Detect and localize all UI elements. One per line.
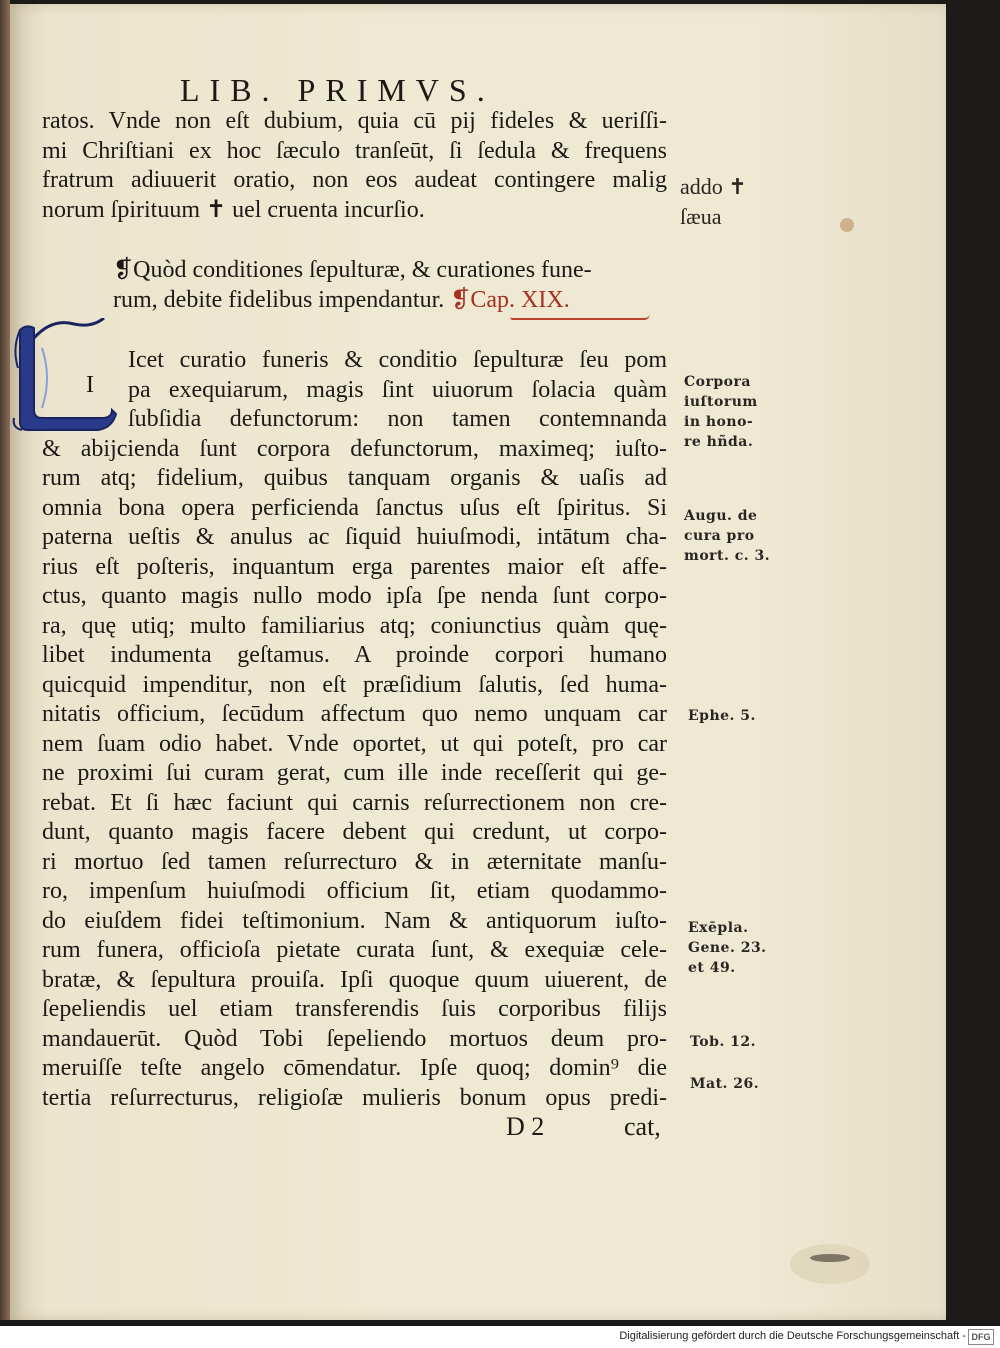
text-line: norum ſpirituum ✝ uel cruenta incurſio.	[42, 196, 425, 223]
margin-note-corpora: Corpora iuſtorum in hono- re hñda.	[684, 374, 758, 450]
text-line: ro, impenſum huiuſmodi officium ſit, etiam quodammo-	[42, 878, 667, 904]
text-line: mi Chriſtiani ex hoc ſæculo tranſeūt, ſi ſedula & frequens	[42, 137, 667, 164]
text-line: ratos. Vnde non eſt dubium, quia cū pij fideles & ueriſſi-	[42, 108, 667, 134]
text-line: ctus, quanto magis nullo modo ipſa ſpe nenda ſunt corpo-	[42, 583, 667, 609]
text-line: & abijcienda ſunt corpora defunctorum, maximeq; iuſto-	[42, 435, 667, 462]
footer-bar	[0, 1326, 1000, 1348]
top-paragraph	[42, 107, 667, 225]
text-line: ri mortuo ſed tamen reſurrecturo & in æternitate manſu-	[42, 848, 667, 875]
dfg-logo: DFG	[968, 1329, 994, 1345]
smudge-stain	[790, 1244, 870, 1284]
chapter-number: ❡Cap. XIX.	[450, 287, 570, 313]
margin-note-addo: addo ✝	[680, 174, 747, 199]
text-line: omnia bona opera perficienda ſanctus uſus eſt ſpiritus. Si	[42, 494, 667, 521]
text-line: ſepeliendis uel etiam transferendis ſuis corporibus filijs	[42, 996, 667, 1022]
text-line: fratrum adiuuerit oratio, non eos audeat contingere malig	[42, 167, 667, 193]
text-line: nitatis officium, ſecūdum affectum quo nemo unquam car	[42, 701, 667, 727]
text-line: ra, quę utiq; multo familiarius atq; coniunctius quàm quę-	[42, 612, 667, 639]
heading-line	[113, 285, 653, 315]
text-line: quicquid impenditur, non eſt præſidium ſalutis, ſed huma-	[42, 671, 667, 698]
running-head: LIB. PRIMVS.	[180, 72, 495, 108]
catchword: cat,	[624, 1112, 661, 1141]
text-line: rum funera, officioſa pietate curata ſunt, & exequiæ cele-	[42, 937, 667, 963]
text-line: libet indumenta geſtamus. A proinde corpori humano	[42, 642, 667, 668]
heading-text: rum, debite fidelibus impendantur.	[113, 287, 451, 313]
text-line: tertia reſurrecturus, religioſæ mulieris bonum opus predi-	[42, 1084, 667, 1111]
text-line: bratæ, & ſepultura prouiſa. Ipſi quoque quum uiuerent, de	[42, 966, 667, 993]
text-line: mandauerūt. Quòd Tobi ſepeliendo mortuos deum pro-	[42, 1025, 667, 1052]
text-line: rum atq; fidelium, quibus tanquam organis & uaſis ad	[42, 465, 667, 491]
signature-mark: D 2	[506, 1112, 545, 1141]
text-line: Icet curatio funeris & conditio ſepulturæ ſeu pom	[128, 347, 667, 373]
text-line: ne proximi ſui curam gerat, cum ille inde receſſerit qui ge-	[42, 760, 667, 786]
margin-note-mat: Mat. 26.	[690, 1076, 760, 1092]
text-line: paterna ueſtis & anulus ac ſiquid huiuſmodi, intātum cha-	[42, 524, 667, 550]
foxing-stain	[840, 218, 854, 232]
margin-note-augustine: Augu. de cura pro mort. c. 3.	[684, 508, 771, 564]
ink-smudge	[810, 1254, 850, 1262]
margin-note-saeua: ſæua	[680, 204, 722, 229]
chapter-heading	[113, 255, 653, 315]
text-line: rius eſt poſteris, inquantum erga parentes maior eſt affe-	[42, 553, 667, 580]
text-line: do eiuſdem fidei teſtimonium. Nam & antiquorum iuſto-	[42, 907, 667, 934]
heading-line: ❡Quòd conditiones ſepulturæ, & curationes fune-	[113, 257, 592, 283]
text-line: dunt, quanto magis facere debent qui credunt, ut corpo-	[42, 819, 667, 845]
text-line: meruiſſe teſte angelo cōmendatur. Ipſe quoq; domin⁹ die	[42, 1055, 667, 1081]
text-line: ſubſidia defunctorum: non tamen contemnanda	[128, 406, 667, 432]
text-line: pa exequiarum, magis ſint uiuorum ſolacia quàm	[128, 376, 667, 403]
margin-note-exempla: Exēpla. Gene. 23. et 49.	[688, 920, 767, 976]
margin-note-ephe: Ephe. 5.	[688, 708, 756, 724]
text-line: nem ſuam odio habet. Vnde oportet, ut qui poteſt, pro car	[42, 730, 667, 757]
book-edge	[0, 0, 10, 1320]
margin-note-tob: Tob. 12.	[690, 1034, 757, 1050]
text-line: rebat. Et ſi hæc faciunt qui carnis reſurrectionem non cre-	[42, 789, 667, 816]
red-underline	[510, 314, 650, 320]
initial-number: I	[86, 372, 94, 398]
footer-credit: Digitalisierung gefördert durch die Deutsche Forschungsgemeinschaft -	[619, 1330, 966, 1342]
main-paragraph	[42, 346, 667, 1113]
